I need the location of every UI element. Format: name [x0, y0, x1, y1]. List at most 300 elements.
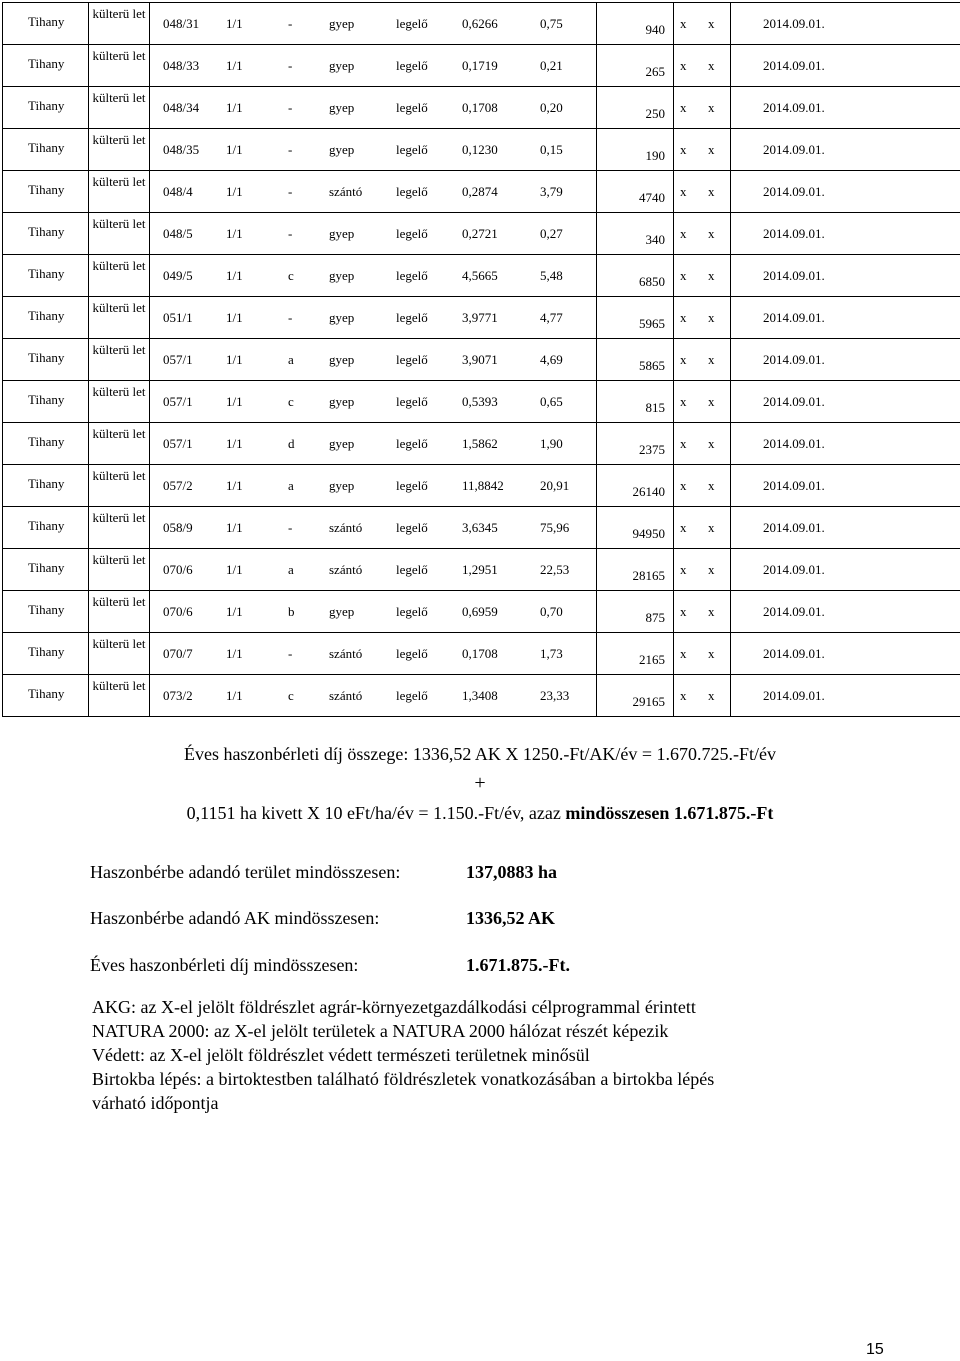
area-hectares: 3,9071: [462, 352, 498, 367]
cell-parcel-details: [150, 549, 597, 591]
parcel-number: 058/9: [163, 520, 193, 535]
town-name: Tihany: [28, 140, 65, 155]
area-type: külterü let: [92, 300, 146, 315]
area-hectares: 1,2951: [462, 562, 498, 577]
flag-2: x: [708, 646, 715, 661]
cell-area-sqm: [597, 549, 674, 591]
cell-town: [3, 297, 89, 339]
cell-possession-date: [731, 339, 960, 381]
area-type: külterü let: [92, 678, 146, 693]
cell-area-sqm: [597, 423, 674, 465]
flag-1: x: [680, 58, 687, 73]
possession-date: 2014.09.01.: [763, 478, 825, 493]
cell-area-type: [89, 465, 150, 507]
gold-crown-value: 0,15: [540, 142, 563, 157]
cell-possession-date: [731, 465, 960, 507]
area-sqm: 265: [645, 64, 665, 79]
cultivation-branch: gyep: [329, 226, 355, 241]
flag-1: x: [680, 142, 687, 157]
area-sqm: 940: [645, 22, 665, 37]
cell-possession-date: [731, 633, 960, 675]
cell-flag-2: [702, 129, 731, 171]
table-row: [3, 423, 960, 465]
area-hectares: 0,2874: [462, 184, 498, 199]
cell-possession-date: [731, 507, 960, 549]
cell-area-type: [89, 129, 150, 171]
parcel-details: [150, 171, 596, 198]
cell-flag-1: [674, 87, 703, 129]
parcel-number: 048/5: [163, 226, 193, 241]
area-hectares: 0,1708: [462, 646, 498, 661]
cell-area-sqm: [597, 297, 674, 339]
cell-flag-2: [702, 297, 731, 339]
cell-area-sqm: [597, 381, 674, 423]
cultivation-branch: gyep: [329, 310, 355, 325]
gold-crown-value: 0,27: [540, 226, 563, 241]
cell-flag-1: [674, 255, 703, 297]
cell-town: [3, 465, 89, 507]
land-use: legelő: [396, 394, 428, 409]
cell-area-sqm: [597, 465, 674, 507]
area-sqm: 875: [645, 610, 665, 625]
area-hectares: 0,1719: [462, 58, 498, 73]
cultivation-branch: gyep: [329, 58, 355, 73]
area-sqm: 5865: [639, 358, 665, 373]
cell-town: [3, 3, 89, 45]
parcel-details: [150, 297, 596, 324]
total-fee-label: Éves haszonbérleti díj mindösszesen:: [90, 955, 359, 975]
flag-1: x: [680, 478, 687, 493]
cell-possession-date: [731, 213, 960, 255]
area-sqm: 28165: [632, 568, 665, 583]
total-fee-value: 1.671.875.-Ft.: [466, 955, 570, 975]
land-use: legelő: [396, 562, 428, 577]
cell-area-type: [89, 423, 150, 465]
cultivation-branch: gyep: [329, 478, 355, 493]
cell-parcel-details: [150, 255, 597, 297]
cell-possession-date: [731, 591, 960, 633]
town-name: Tihany: [28, 560, 65, 575]
cell-parcel-details: [150, 87, 597, 129]
area-sqm: 6850: [639, 274, 665, 289]
table-row: [3, 255, 960, 297]
cell-possession-date: [731, 87, 960, 129]
land-use: legelő: [396, 688, 428, 703]
cell-possession-date: [731, 255, 960, 297]
cell-flag-2: [702, 213, 731, 255]
annual-fee-calculation: Éves haszonbérleti díj összege: 1336,52 AK X 1250.-Ft/AK/év = 1.670.725.-Ft/év: [183, 744, 777, 764]
table-row: [3, 633, 960, 675]
cultivation-branch: gyep: [329, 268, 355, 283]
flag-1: x: [680, 184, 687, 199]
cell-flag-2: [702, 549, 731, 591]
parcel-details: [150, 213, 596, 240]
cell-area-type: [89, 507, 150, 549]
gold-crown-value: 0,70: [540, 604, 563, 619]
cell-town: [3, 507, 89, 549]
town-name: Tihany: [28, 56, 65, 71]
cell-flag-2: [702, 633, 731, 675]
possession-date: 2014.09.01.: [763, 394, 825, 409]
sub-parcel: -: [288, 646, 293, 661]
parcel-number: 048/4: [163, 184, 193, 199]
area-sqm: 29165: [632, 694, 665, 709]
cell-area-type: [89, 339, 150, 381]
ownership-share: 1/1: [226, 142, 243, 157]
area-sqm: 5965: [639, 316, 665, 331]
ownership-share: 1/1: [226, 436, 243, 451]
parcel-table: [2, 2, 960, 717]
cell-area-type: [89, 171, 150, 213]
ownership-share: 1/1: [226, 184, 243, 199]
cell-area-type: [89, 381, 150, 423]
cell-flag-2: [702, 675, 731, 717]
area-type: külterü let: [92, 594, 146, 609]
cultivation-branch: gyep: [329, 100, 355, 115]
possession-date: 2014.09.01.: [763, 688, 825, 703]
area-sqm: 2165: [639, 652, 665, 667]
parcel-details: [150, 591, 596, 618]
parcel-number: 070/6: [163, 562, 193, 577]
cell-parcel-details: [150, 213, 597, 255]
gold-crown-value: 22,53: [540, 562, 570, 577]
possession-date: 2014.09.01.: [763, 310, 825, 325]
gold-crown-value: 0,75: [540, 16, 563, 31]
cell-town: [3, 255, 89, 297]
cell-area-type: [89, 591, 150, 633]
ownership-share: 1/1: [226, 352, 243, 367]
parcel-details: [150, 507, 596, 534]
area-type: külterü let: [92, 426, 146, 441]
note-natura: NATURA 2000: az X-el jelölt területek a NATURA 2000 hálózat részét képezik: [92, 1021, 669, 1041]
area-hectares: 0,6959: [462, 604, 498, 619]
excluded-area-text: 0,1151 ha kivett X 10 eFt/ha/év = 1.150.-Ft/év, azaz: [186, 803, 566, 823]
parcel-details: [150, 129, 596, 156]
cultivation-branch: gyep: [329, 436, 355, 451]
table-row: [3, 381, 960, 423]
ownership-share: 1/1: [226, 478, 243, 493]
sub-parcel: -: [288, 520, 293, 535]
town-name: Tihany: [28, 182, 65, 197]
cell-flag-2: [702, 255, 731, 297]
cell-town: [3, 339, 89, 381]
flag-1: x: [680, 394, 687, 409]
sub-parcel: c: [288, 268, 294, 283]
cell-area-sqm: [597, 633, 674, 675]
parcel-details: [150, 549, 596, 576]
cell-flag-1: [674, 171, 703, 213]
land-use: legelő: [396, 478, 428, 493]
cell-possession-date: [731, 675, 960, 717]
possession-date: 2014.09.01.: [763, 268, 825, 283]
town-name: Tihany: [28, 392, 65, 407]
cell-flag-1: [674, 381, 703, 423]
cell-possession-date: [731, 45, 960, 87]
cell-area-type: [89, 675, 150, 717]
gold-crown-value: 4,77: [540, 310, 563, 325]
cell-area-sqm: [597, 675, 674, 717]
area-sqm: 250: [645, 106, 665, 121]
possession-date: 2014.09.01.: [763, 436, 825, 451]
possession-date: 2014.09.01.: [763, 604, 825, 619]
cultivation-branch: szántó: [329, 184, 363, 199]
gold-crown-value: 3,79: [540, 184, 563, 199]
area-type: külterü let: [92, 258, 146, 273]
town-name: Tihany: [28, 224, 65, 239]
table-row: [3, 549, 960, 591]
possession-date: 2014.09.01.: [763, 562, 825, 577]
cultivation-branch: gyep: [329, 394, 355, 409]
flag-2: x: [708, 562, 715, 577]
cultivation-branch: szántó: [329, 688, 363, 703]
area-type: külterü let: [92, 468, 146, 483]
table-row: [3, 675, 960, 717]
town-name: Tihany: [28, 98, 65, 113]
ownership-share: 1/1: [226, 688, 243, 703]
sub-parcel: -: [288, 100, 293, 115]
cell-flag-2: [702, 591, 731, 633]
cell-parcel-details: [150, 633, 597, 675]
sub-parcel: c: [288, 688, 294, 703]
cell-area-sqm: [597, 213, 674, 255]
flag-2: x: [708, 394, 715, 409]
cell-flag-2: [702, 87, 731, 129]
flag-1: x: [680, 604, 687, 619]
parcel-number: 048/35: [163, 142, 200, 157]
cell-town: [3, 633, 89, 675]
parcel-number: 057/1: [163, 394, 193, 409]
land-use: legelő: [396, 268, 428, 283]
flag-2: x: [708, 688, 715, 703]
cell-town: [3, 423, 89, 465]
possession-date: 2014.09.01.: [763, 16, 825, 31]
cell-flag-2: [702, 171, 731, 213]
area-hectares: 3,9771: [462, 310, 498, 325]
cell-area-sqm: [597, 339, 674, 381]
cell-flag-1: [674, 129, 703, 171]
cell-parcel-details: [150, 129, 597, 171]
cell-flag-2: [702, 45, 731, 87]
cell-parcel-details: [150, 339, 597, 381]
cell-town: [3, 675, 89, 717]
possession-date: 2014.09.01.: [763, 184, 825, 199]
parcel-number: 057/1: [163, 436, 193, 451]
table-row: [3, 129, 960, 171]
parcel-number: 051/1: [163, 310, 193, 325]
land-use: legelő: [396, 436, 428, 451]
cell-town: [3, 129, 89, 171]
area-type: külterü let: [92, 552, 146, 567]
area-type: külterü let: [92, 216, 146, 231]
parcel-table-body: [3, 3, 960, 717]
flag-2: x: [708, 142, 715, 157]
area-type: külterü let: [92, 174, 146, 189]
table-row: [3, 591, 960, 633]
gold-crown-value: 23,33: [540, 688, 570, 703]
ownership-share: 1/1: [226, 562, 243, 577]
sub-parcel: -: [288, 16, 293, 31]
cell-parcel-details: [150, 465, 597, 507]
ownership-share: 1/1: [226, 16, 243, 31]
flag-2: x: [708, 226, 715, 241]
cell-area-sqm: [597, 507, 674, 549]
cell-parcel-details: [150, 423, 597, 465]
area-type: külterü let: [92, 510, 146, 525]
flag-1: x: [680, 646, 687, 661]
flag-1: x: [680, 16, 687, 31]
cell-area-sqm: [597, 3, 674, 45]
cell-flag-2: [702, 381, 731, 423]
cultivation-branch: gyep: [329, 142, 355, 157]
area-sqm: 815: [645, 400, 665, 415]
cell-possession-date: [731, 297, 960, 339]
cell-flag-1: [674, 3, 703, 45]
cell-possession-date: [731, 129, 960, 171]
gold-crown-value: 20,91: [540, 478, 570, 493]
note-possession: Birtokba lépés: a birtoktestben található földrészletek vonatkozásában a birtokba lépés: [92, 1069, 715, 1089]
possession-date: 2014.09.01.: [763, 352, 825, 367]
area-hectares: 0,1230: [462, 142, 498, 157]
flag-1: x: [680, 436, 687, 451]
cultivation-branch: gyep: [329, 16, 355, 31]
cell-flag-2: [702, 339, 731, 381]
cell-flag-1: [674, 297, 703, 339]
parcel-number: 048/31: [163, 16, 200, 31]
land-use: legelő: [396, 520, 428, 535]
cell-area-type: [89, 87, 150, 129]
sub-parcel: c: [288, 394, 294, 409]
parcel-details: [150, 255, 596, 282]
cell-town: [3, 381, 89, 423]
ownership-share: 1/1: [226, 310, 243, 325]
land-use: legelő: [396, 58, 428, 73]
land-use: legelő: [396, 100, 428, 115]
flag-1: x: [680, 268, 687, 283]
cell-parcel-details: [150, 675, 597, 717]
parcel-number: 073/2: [163, 688, 193, 703]
cell-possession-date: [731, 381, 960, 423]
cell-area-sqm: [597, 45, 674, 87]
cell-flag-1: [674, 591, 703, 633]
table-row: [3, 465, 960, 507]
flag-1: x: [680, 100, 687, 115]
land-use: legelő: [396, 352, 428, 367]
ownership-share: 1/1: [226, 394, 243, 409]
area-type: külterü let: [92, 6, 146, 21]
ownership-share: 1/1: [226, 226, 243, 241]
area-type: külterü let: [92, 90, 146, 105]
gold-crown-value: 4,69: [540, 352, 563, 367]
sub-parcel: -: [288, 142, 293, 157]
area-type: külterü let: [92, 384, 146, 399]
area-sqm: 340: [645, 232, 665, 247]
cell-area-type: [89, 633, 150, 675]
cell-flag-2: [702, 3, 731, 45]
cell-flag-1: [674, 633, 703, 675]
excluded-area-calculation: [0, 803, 960, 824]
flag-2: x: [708, 268, 715, 283]
cultivation-branch: szántó: [329, 562, 363, 577]
legend-notes: [92, 995, 852, 1115]
gold-crown-value: 1,90: [540, 436, 563, 451]
land-use: legelő: [396, 646, 428, 661]
cell-parcel-details: [150, 171, 597, 213]
cell-flag-2: [702, 507, 731, 549]
table-row: [3, 339, 960, 381]
plus-sign: +: [474, 772, 486, 794]
cultivation-branch: gyep: [329, 352, 355, 367]
possession-date: 2014.09.01.: [763, 142, 825, 157]
cell-possession-date: [731, 3, 960, 45]
possession-date: 2014.09.01.: [763, 646, 825, 661]
town-name: Tihany: [28, 686, 65, 701]
area-hectares: 0,1708: [462, 100, 498, 115]
cell-flag-1: [674, 675, 703, 717]
town-name: Tihany: [28, 644, 65, 659]
land-use: legelő: [396, 310, 428, 325]
cell-area-sqm: [597, 255, 674, 297]
table-row: [3, 87, 960, 129]
sub-parcel: a: [288, 478, 294, 493]
cell-town: [3, 87, 89, 129]
cell-area-sqm: [597, 591, 674, 633]
gold-crown-value: 5,48: [540, 268, 563, 283]
flag-2: x: [708, 16, 715, 31]
cell-area-sqm: [597, 87, 674, 129]
gold-crown-value: 75,96: [540, 520, 570, 535]
flag-2: x: [708, 184, 715, 199]
town-name: Tihany: [28, 602, 65, 617]
town-name: Tihany: [28, 266, 65, 281]
sub-parcel: -: [288, 310, 293, 325]
cell-parcel-details: [150, 45, 597, 87]
ownership-share: 1/1: [226, 100, 243, 115]
cell-flag-1: [674, 339, 703, 381]
ownership-share: 1/1: [226, 268, 243, 283]
parcel-number: 049/5: [163, 268, 193, 283]
area-sqm: 2375: [639, 442, 665, 457]
parcel-details: [150, 465, 596, 492]
possession-date: 2014.09.01.: [763, 520, 825, 535]
table-row: [3, 297, 960, 339]
area-hectares: 3,6345: [462, 520, 498, 535]
parcel-number: 048/33: [163, 58, 200, 73]
cell-town: [3, 591, 89, 633]
cell-parcel-details: [150, 297, 597, 339]
ownership-share: 1/1: [226, 604, 243, 619]
gold-crown-value: 0,65: [540, 394, 563, 409]
area-hectares: 0,6266: [462, 16, 498, 31]
gold-crown-value: 1,73: [540, 646, 563, 661]
cell-flag-1: [674, 507, 703, 549]
land-use: legelő: [396, 184, 428, 199]
town-name: Tihany: [28, 476, 65, 491]
flag-1: x: [680, 520, 687, 535]
total-area-value: 137,0883 ha: [466, 862, 558, 882]
flag-1: x: [680, 688, 687, 703]
parcel-details: [150, 633, 596, 660]
land-use: legelő: [396, 226, 428, 241]
land-use: legelő: [396, 142, 428, 157]
cell-flag-1: [674, 45, 703, 87]
area-sqm: 94950: [632, 526, 665, 541]
cell-flag-2: [702, 423, 731, 465]
cultivation-branch: gyep: [329, 604, 355, 619]
table-row: [3, 45, 960, 87]
possession-date: 2014.09.01.: [763, 100, 825, 115]
flag-1: x: [680, 352, 687, 367]
cultivation-branch: szántó: [329, 520, 363, 535]
